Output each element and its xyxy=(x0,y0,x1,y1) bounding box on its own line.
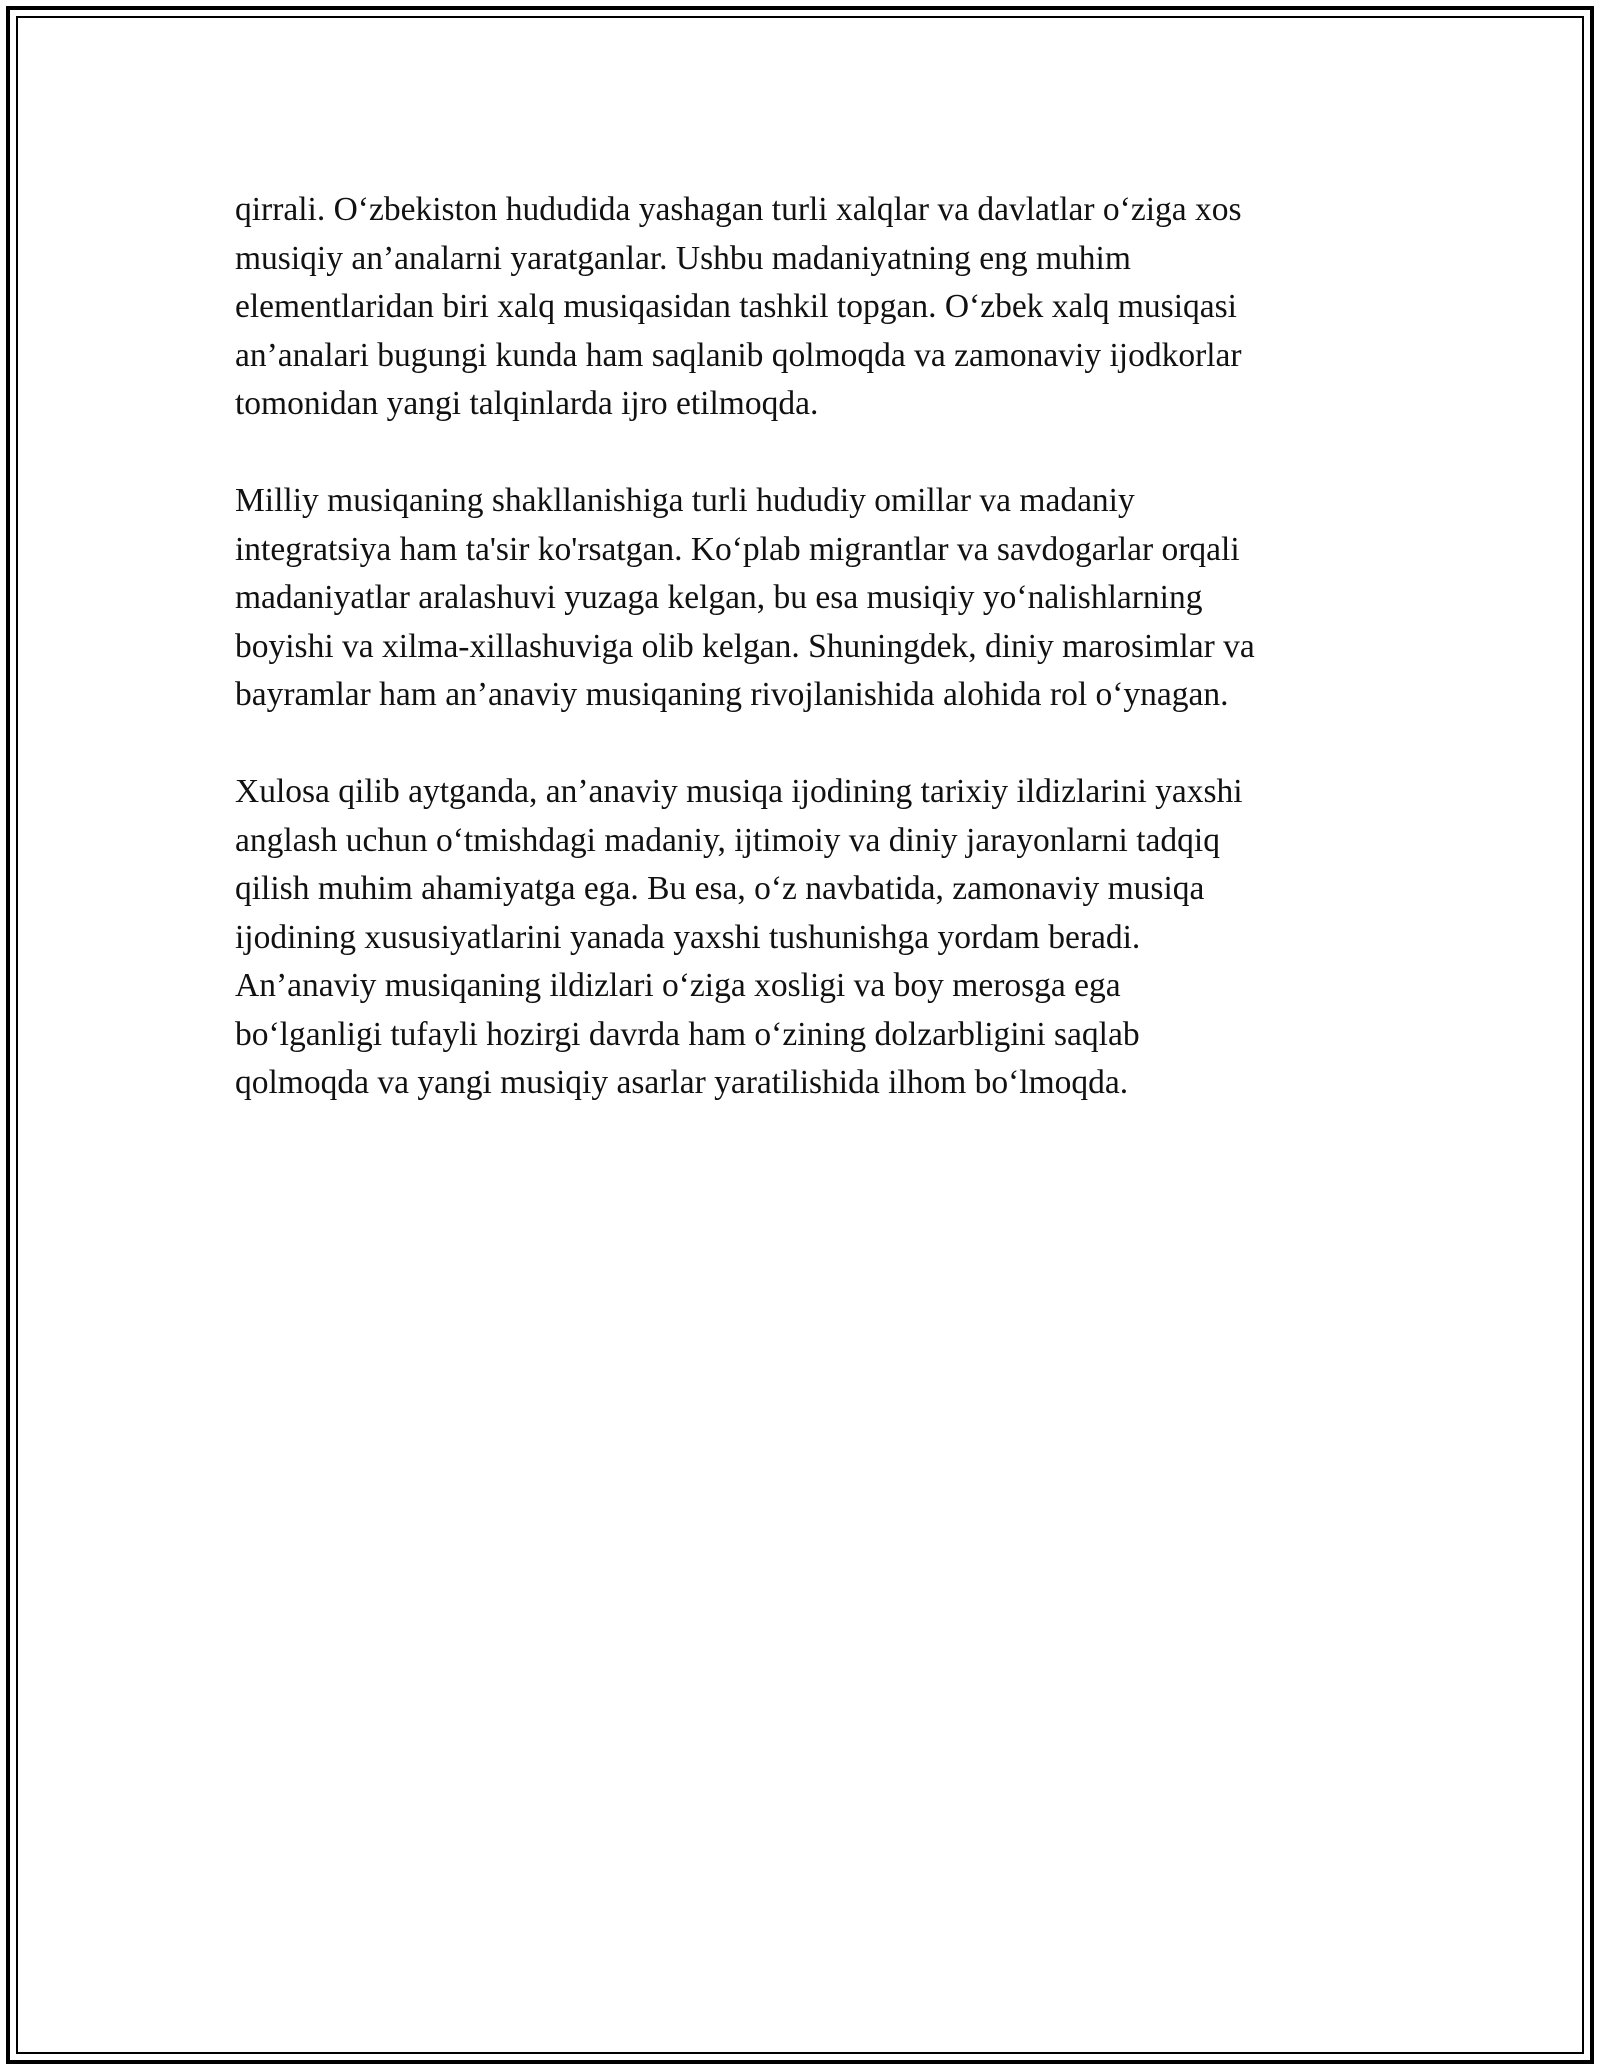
text-line: qilish muhim ahamiyatga ega. Bu esa, o‘z navbatida, zamonaviy musiqa xyxy=(235,870,1205,907)
text-line: bayramlar ham an’anaviy musiqaning rivojlanishida alohida rol o‘ynagan. xyxy=(235,676,1229,713)
document-body xyxy=(235,186,1365,1156)
text-line: an’analari bugungi kunda ham saqlanib qolmoqda va zamonaviy ijodkorlar xyxy=(235,336,1242,374)
text-line: boyishi va xilma-xillashuviga olib kelgan. Shuningdek, diniy marosimlar va xyxy=(235,627,1255,665)
text-line: tomonidan yangi talqinlarda ijro etilmoqda. xyxy=(235,385,819,422)
text-line: elementlaridan biri xalq musiqasidan tashkil topgan. O‘zbek xalq musiqasi xyxy=(235,288,1237,325)
paragraph-2 xyxy=(235,477,1365,720)
text-line: An’anaviy musiqaning ildizlari o‘ziga xosligi va boy merosga ega xyxy=(235,967,1121,1004)
paragraph-1 xyxy=(235,186,1365,429)
paragraph-3 xyxy=(235,768,1365,1108)
text-line: musiqiy an’analarni yaratganlar. Ushbu madaniyatning eng muhim xyxy=(235,239,1131,277)
text-line: anglash uchun o‘tmishdagi madaniy, ijtimoiy va diniy jarayonlarni tadqiq xyxy=(235,821,1220,859)
text-line: madaniyatlar aralashuvi yuzaga kelgan, bu esa musiqiy yo‘nalishlarning xyxy=(235,579,1203,616)
text-line: Milliy musiqaning shakllanishiga turli hududiy omillar va madaniy xyxy=(235,482,1135,519)
text-line: qirrali. O‘zbekiston hududida yashagan turli xalqlar va davlatlar o‘ziga xos xyxy=(235,191,1242,228)
text-line: qolmoqda va yangi musiqiy asarlar yaratilishida ilhom bo‘lmoqda. xyxy=(235,1064,1129,1101)
text-line: integratsiya ham ta'sir ko'rsatgan. Ko‘plab migrantlar va savdogarlar orqali xyxy=(235,530,1240,568)
text-line: ijodining xususiyatlarini yanada yaxshi tushunishga yordam beradi. xyxy=(235,918,1141,956)
text-line: bo‘lganligi tufayli hozirgi davrda ham o‘zining dolzarbligini saqlab xyxy=(235,1015,1140,1053)
text-line: Xulosa qilib aytganda, an’anaviy musiqa ijodining tarixiy ildizlarini yaxshi xyxy=(235,773,1243,810)
